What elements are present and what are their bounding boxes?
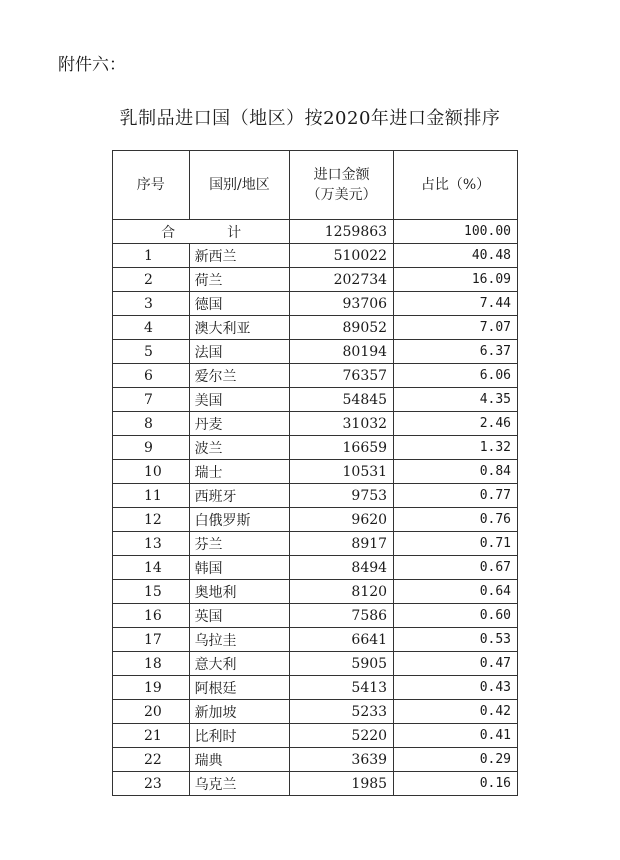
table-header-row [113, 151, 518, 220]
row-index: 15 [113, 580, 190, 604]
row-country: 澳大利亚 [189, 316, 290, 340]
row-amount: 9753 [290, 484, 394, 508]
row-amount: 202734 [290, 268, 394, 292]
table-row [113, 292, 518, 316]
row-index: 18 [113, 652, 190, 676]
row-index: 4 [113, 316, 190, 340]
row-share: 0.41 [394, 724, 518, 748]
header-country: 国别/地区 [189, 151, 290, 220]
row-index: 19 [113, 676, 190, 700]
header-share: 占比（%） [394, 151, 518, 220]
row-share: 40.48 [394, 244, 518, 268]
table-row [113, 676, 518, 700]
row-index: 1 [113, 244, 190, 268]
row-share: 0.29 [394, 748, 518, 772]
row-share: 0.16 [394, 772, 518, 796]
table-row [113, 340, 518, 364]
row-index: 5 [113, 340, 190, 364]
row-index: 3 [113, 292, 190, 316]
row-amount: 10531 [290, 460, 394, 484]
row-index: 12 [113, 508, 190, 532]
row-share: 0.43 [394, 676, 518, 700]
header-amount-line2: （万美元） [306, 187, 377, 203]
table-row [113, 604, 518, 628]
row-index: 9 [113, 436, 190, 460]
table-row [113, 508, 518, 532]
table-row [113, 580, 518, 604]
row-index: 13 [113, 532, 190, 556]
row-share: 7.07 [394, 316, 518, 340]
row-index: 10 [113, 460, 190, 484]
row-country: 瑞士 [189, 460, 290, 484]
row-share: 4.35 [394, 388, 518, 412]
total-row [113, 220, 518, 244]
table-row [113, 268, 518, 292]
total-share: 100.00 [394, 220, 518, 244]
row-country: 阿根廷 [189, 676, 290, 700]
row-country: 荷兰 [189, 268, 290, 292]
row-share: 0.77 [394, 484, 518, 508]
attachment-label: 附件六： [58, 55, 126, 75]
row-index: 7 [113, 388, 190, 412]
document-title: 乳制品进口国（地区）按2020年进口金额排序 [119, 108, 501, 129]
total-label-right: 计 [227, 224, 242, 241]
row-index: 21 [113, 724, 190, 748]
row-country: 乌拉圭 [189, 628, 290, 652]
row-share: 0.67 [394, 556, 518, 580]
table-row [113, 436, 518, 460]
row-amount: 8917 [290, 532, 394, 556]
table-row [113, 460, 518, 484]
table-row [113, 556, 518, 580]
table-row [113, 700, 518, 724]
table-row [113, 628, 518, 652]
row-country: 新西兰 [189, 244, 290, 268]
row-share: 0.60 [394, 604, 518, 628]
row-country: 比利时 [189, 724, 290, 748]
row-share: 0.84 [394, 460, 518, 484]
row-index: 20 [113, 700, 190, 724]
row-country: 白俄罗斯 [189, 508, 290, 532]
row-amount: 5905 [290, 652, 394, 676]
total-label [113, 220, 290, 244]
table-row [113, 748, 518, 772]
row-amount: 5220 [290, 724, 394, 748]
row-amount: 31032 [290, 412, 394, 436]
table-row [113, 724, 518, 748]
table-row [113, 364, 518, 388]
header-amount [290, 151, 394, 220]
row-amount: 89052 [290, 316, 394, 340]
table-row [113, 412, 518, 436]
row-country: 丹麦 [189, 412, 290, 436]
row-amount: 54845 [290, 388, 394, 412]
row-country: 奥地利 [189, 580, 290, 604]
header-index: 序号 [113, 151, 190, 220]
row-amount: 93706 [290, 292, 394, 316]
row-country: 法国 [189, 340, 290, 364]
row-share: 16.09 [394, 268, 518, 292]
row-index: 17 [113, 628, 190, 652]
total-label-left: 合 [161, 224, 176, 241]
table-row [113, 652, 518, 676]
row-amount: 8120 [290, 580, 394, 604]
row-amount: 7586 [290, 604, 394, 628]
header-amount-line1: 进口金额 [313, 167, 370, 183]
row-index: 22 [113, 748, 190, 772]
row-amount: 5233 [290, 700, 394, 724]
row-country: 西班牙 [189, 484, 290, 508]
row-country: 芬兰 [189, 532, 290, 556]
row-amount: 3639 [290, 748, 394, 772]
row-country: 美国 [189, 388, 290, 412]
row-country: 意大利 [189, 652, 290, 676]
row-share: 0.42 [394, 700, 518, 724]
row-index: 23 [113, 772, 190, 796]
table-row [113, 244, 518, 268]
row-country: 波兰 [189, 436, 290, 460]
total-amount: 1259863 [290, 220, 394, 244]
table-row [113, 484, 518, 508]
row-share: 0.71 [394, 532, 518, 556]
row-share: 1.32 [394, 436, 518, 460]
row-index: 2 [113, 268, 190, 292]
row-share: 0.47 [394, 652, 518, 676]
row-amount: 6641 [290, 628, 394, 652]
row-share: 0.76 [394, 508, 518, 532]
row-amount: 8494 [290, 556, 394, 580]
row-share: 6.06 [394, 364, 518, 388]
table-row [113, 532, 518, 556]
import-ranking-table [112, 150, 518, 796]
row-share: 0.53 [394, 628, 518, 652]
row-share: 2.46 [394, 412, 518, 436]
row-share: 0.64 [394, 580, 518, 604]
row-amount: 76357 [290, 364, 394, 388]
row-amount: 16659 [290, 436, 394, 460]
row-share: 7.44 [394, 292, 518, 316]
row-amount: 80194 [290, 340, 394, 364]
table-row [113, 316, 518, 340]
row-index: 11 [113, 484, 190, 508]
row-index: 8 [113, 412, 190, 436]
row-amount: 9620 [290, 508, 394, 532]
row-country: 韩国 [189, 556, 290, 580]
row-country: 乌克兰 [189, 772, 290, 796]
row-amount: 5413 [290, 676, 394, 700]
row-country: 爱尔兰 [189, 364, 290, 388]
row-amount: 1985 [290, 772, 394, 796]
row-index: 6 [113, 364, 190, 388]
row-share: 6.37 [394, 340, 518, 364]
row-index: 16 [113, 604, 190, 628]
row-country: 英国 [189, 604, 290, 628]
row-country: 新加坡 [189, 700, 290, 724]
row-country: 瑞典 [189, 748, 290, 772]
row-country: 德国 [189, 292, 290, 316]
table-row [113, 772, 518, 796]
row-amount: 510022 [290, 244, 394, 268]
table-row [113, 388, 518, 412]
row-index: 14 [113, 556, 190, 580]
